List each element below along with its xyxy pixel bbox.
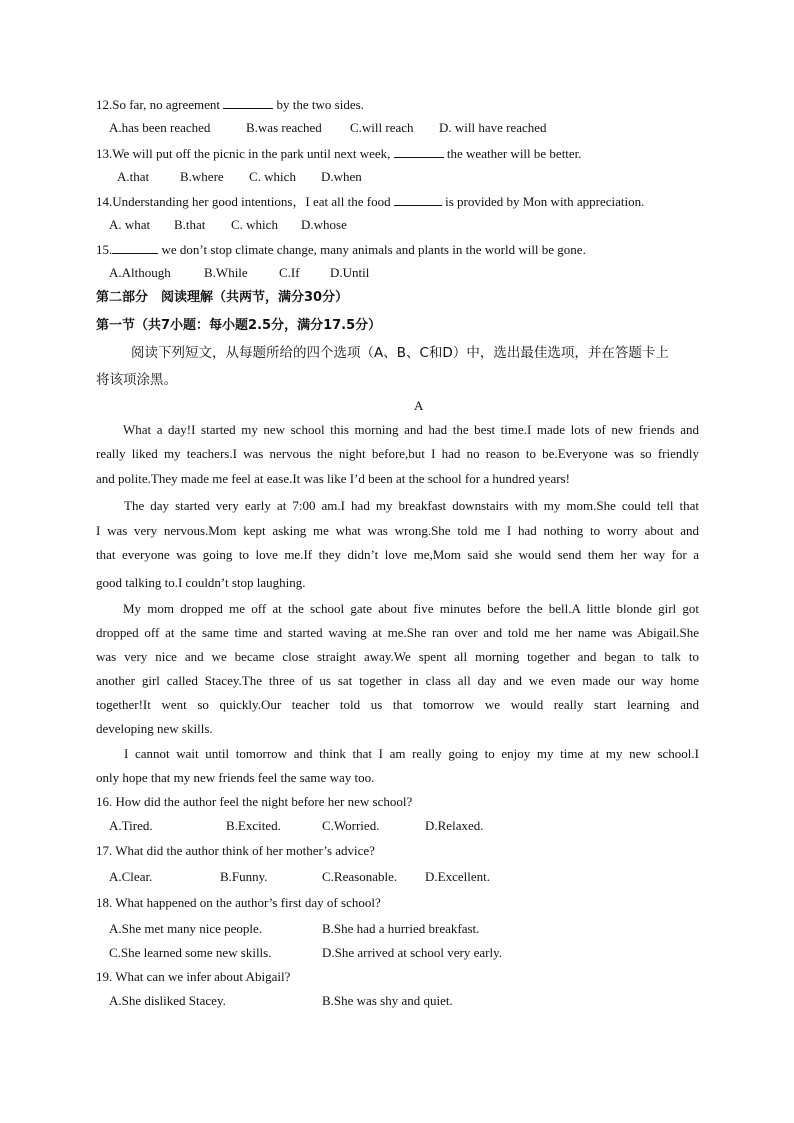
option-a: A.She disliked Stacey.: [109, 993, 226, 1008]
passage-label: A: [414, 398, 424, 413]
answer-blank: [394, 193, 442, 206]
passage-line: What a day!I started my new school this morning and had the best time.I made lots of new friends and: [123, 422, 699, 437]
option-b: B.She was shy and quiet.: [322, 993, 453, 1008]
answer-blank: [394, 145, 444, 158]
passage-line: My mom dropped me off at the school gate about five minutes before the bell.A little blonde girl got: [123, 601, 699, 616]
answer-blank: [223, 96, 273, 109]
question-15-stem: 15. we don’t stop climate change, many animals and plants in the world will be gone.: [96, 242, 586, 257]
option-d: D.She arrived at school very early.: [322, 945, 503, 960]
passage-line: I was very nervous.Mom kept asking me what was wrong.She told me I had nothing to worry about and: [96, 523, 699, 538]
option-b: B.Excited.: [226, 818, 281, 833]
option-a: A. what: [109, 217, 151, 232]
question-17-stem: 17. What did the author think of her mother’s advice?: [96, 843, 375, 858]
option-a: A.She met many nice people.: [109, 921, 263, 936]
section-heading: 第二部分 阅读理解（共两节，满分30分）: [96, 290, 349, 305]
passage-line: that everyone was going to love me.If they didn’t love me,Mom said she would send them her way for a: [96, 547, 699, 562]
option-b: B.where: [180, 169, 224, 184]
option-d: D.Relaxed.: [425, 818, 484, 833]
option-d: D.whose: [301, 217, 347, 232]
passage-line: I cannot wait until tomorrow and think that I am really going to enjoy my time at my new school.I: [124, 746, 699, 761]
passage-line: The day started very early at 7:00 am.I had my breakfast downstairs with my mom.She could tell that: [124, 498, 699, 513]
option-c: C. which: [249, 169, 296, 184]
option-c: C. which: [231, 217, 278, 232]
option-b: B.She had a hurried breakfast.: [322, 921, 480, 936]
option-b: B.that: [174, 217, 206, 232]
passage-line: only hope that my new friends feel the same way too.: [96, 770, 375, 785]
question-16-stem: 16. How did the author feel the night before her new school?: [96, 794, 413, 809]
option-d: D. will have reached: [439, 120, 547, 135]
passage-line: another girl called Stacey.The three of us sat together in class all day and we even made our way home: [96, 673, 699, 688]
option-a: A.Although: [109, 265, 171, 280]
passage-line: good talking to.I couldn’t stop laughing.: [96, 575, 306, 590]
passage-line: together!It went so quickly.Our teacher told us that tomorrow we would really start learning and: [96, 697, 699, 712]
option-d: D.when: [321, 169, 362, 184]
passage-line: and polite.They made me feel at ease.It was like I’d been at the school for a hundred years!: [96, 471, 570, 486]
question-19-stem: 19. What can we infer about Abigail?: [96, 969, 291, 984]
passage-line: really liked my teachers.I was nervous the night before,but I had no reason to be.Everyone was so friendly: [96, 446, 699, 461]
option-b: B.was reached: [246, 120, 322, 135]
question-13-stem: 13.We will put off the picnic in the park until next week, the weather will be better.: [96, 146, 582, 161]
question-18-stem: 18. What happened on the author’s first day of school?: [96, 895, 381, 910]
instructions-line-2: 将该项涂黑。: [96, 372, 177, 388]
option-d: D.Excellent.: [425, 869, 490, 884]
passage-line: developing new skills.: [96, 721, 213, 736]
option-b: B.While: [204, 265, 248, 280]
question-14-stem: 14.Understanding her good intentions，I eat all the food is provided by Mon with appreciation.: [96, 194, 645, 209]
option-a: A.that: [117, 169, 150, 184]
option-c: C.She learned some new skills.: [109, 945, 272, 960]
passage-line: was very nice and we became close straight away.We spent all morning together and began to talk to: [96, 649, 699, 664]
instructions-line-1: 阅读下列短文，从每题所给的四个选项（A、B、C和D）中，选出最佳选项，并在答题卡上: [131, 345, 669, 361]
question-12-stem: 12.So far, no agreement by the two sides.: [96, 97, 364, 112]
option-d: D.Until: [330, 265, 370, 280]
option-c: C.If: [279, 265, 300, 280]
option-c: C.will reach: [350, 120, 414, 135]
option-b: B.Funny.: [220, 869, 268, 884]
option-a: A.Clear.: [109, 869, 153, 884]
passage-line: dropped off at the same time and started waving at me.She ran over and told me her name was Abigail.She: [96, 625, 699, 640]
option-c: C.Reasonable.: [322, 869, 398, 884]
answer-blank: [112, 241, 158, 254]
option-a: A.has been reached: [109, 120, 211, 135]
option-a: A.Tired.: [109, 818, 153, 833]
option-c: C.Worried.: [322, 818, 380, 833]
subsection-heading: 第一节（共7小题：每小题2.5分，满分17.5分）: [96, 318, 382, 333]
